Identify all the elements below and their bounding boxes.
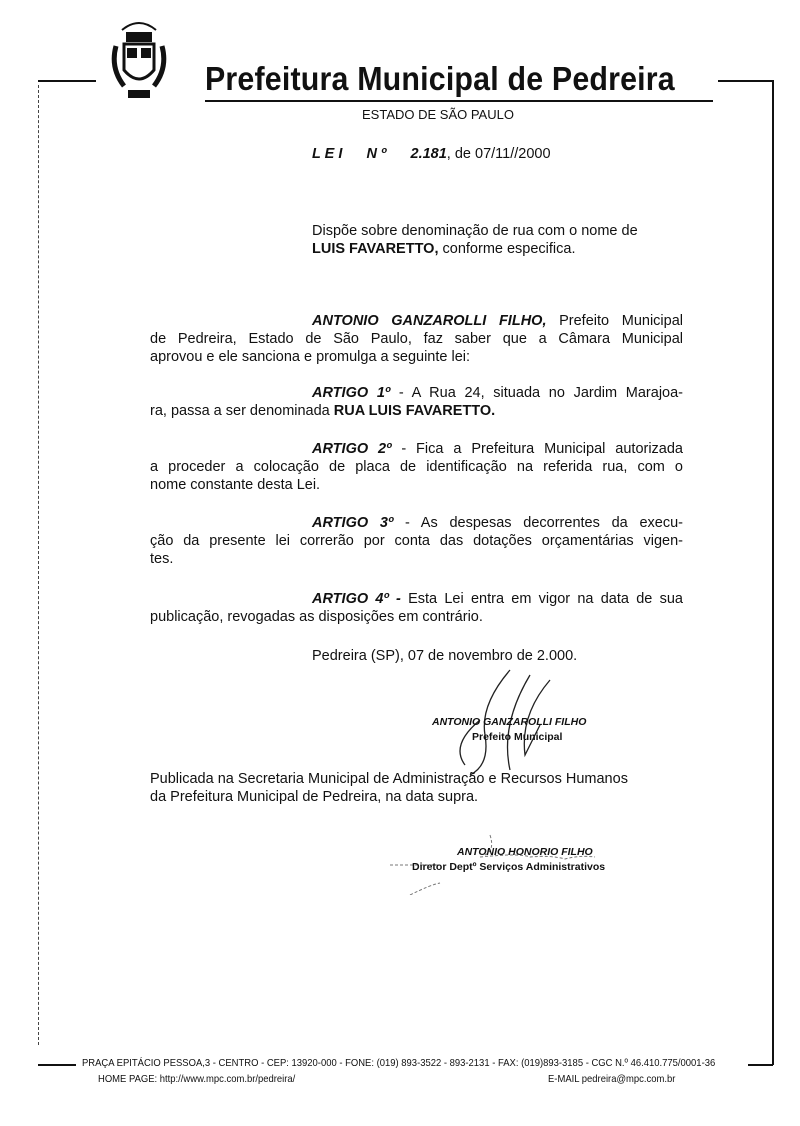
article-2-line: a proceder a colocação de placa de identificação na referida rua, com o: [150, 459, 683, 475]
signature1-role: Prefeito Municipal: [472, 731, 563, 743]
article-2: ARTIGO 2º - Fica a Prefeitura Municipal autorizada: [312, 441, 683, 457]
summary-line: LUIS FAVARETTO, conforme especifica.: [312, 241, 576, 257]
law-heading: L E I N º 2.181, de 07/11//2000: [312, 146, 551, 162]
header-subtitle: ESTADO DE SÃO PAULO: [362, 107, 514, 122]
preamble-line: ANTONIO GANZAROLLI FILHO, Prefeito Municipal: [312, 313, 683, 329]
frame-line: [38, 1064, 76, 1066]
summary-line: Dispõe sobre denominação de rua com o nome de: [312, 223, 638, 239]
frame-line: [772, 80, 774, 1065]
place-date: Pedreira (SP), 07 de novembro de 2.000.: [312, 648, 578, 664]
header-title: Prefeitura Municipal de Pedreira: [205, 60, 675, 97]
article-4-line: publicação, revogadas as disposições em contrário.: [150, 609, 483, 625]
signature2-name: ANTONIO HONORIO FILHO: [457, 846, 593, 858]
article-1: ARTIGO 1º - A Rua 24, situada no Jardim Marajoa-: [312, 385, 683, 401]
article-3-line: ção da presente lei correrão por conta das dotações orçamentárias vigen-: [150, 533, 683, 549]
frame-line: [38, 80, 96, 82]
frame-line: [748, 1064, 773, 1066]
footer-email: E-MAIL pedreira@mpc.com.br: [548, 1073, 676, 1085]
signature-scribble: [380, 825, 680, 895]
frame-line: [38, 85, 39, 1045]
article-2-line: nome constante desta Lei.: [150, 477, 321, 493]
signature1-name: ANTONIO GANZAROLLI FILHO: [432, 716, 587, 728]
preamble-line: aprovou e ele sanciona e promulga a seguinte lei:: [150, 349, 471, 365]
article-4: ARTIGO 4º - Esta Lei entra em vigor na data de sua: [312, 591, 683, 607]
publication-line: Publicada na Secretaria Municipal de Administração e Recursos Humanos: [150, 771, 628, 787]
footer-address: PRAÇA EPITÁCIO PESSOA,3 - CENTRO - CEP: 13920-000 - FONE: (019) 893-3522 - 893-2131 - FAX: (019)893-3185 - CGC N.º 46.410.775/0001-36: [82, 1057, 716, 1069]
frame-line: [718, 80, 772, 82]
article-1-line: ra, passa a ser denominada RUA LUIS FAVARETTO.: [150, 403, 496, 419]
signature2-role: Diretor Deptº Serviços Administrativos: [412, 861, 606, 873]
municipal-crest-logo: [108, 8, 170, 103]
footer-homepage: HOME PAGE: http://www.mpc.com.br/pedreira/: [98, 1073, 296, 1085]
header-rule: [205, 100, 713, 102]
preamble-line: de Pedreira, Estado de São Paulo, faz saber que a Câmara Municipal: [150, 331, 683, 347]
publication-line: da Prefeitura Municipal de Pedreira, na data supra.: [150, 789, 479, 805]
article-3-line: tes.: [150, 551, 174, 567]
article-3: ARTIGO 3º - As despesas decorrentes da execu-: [312, 515, 684, 531]
